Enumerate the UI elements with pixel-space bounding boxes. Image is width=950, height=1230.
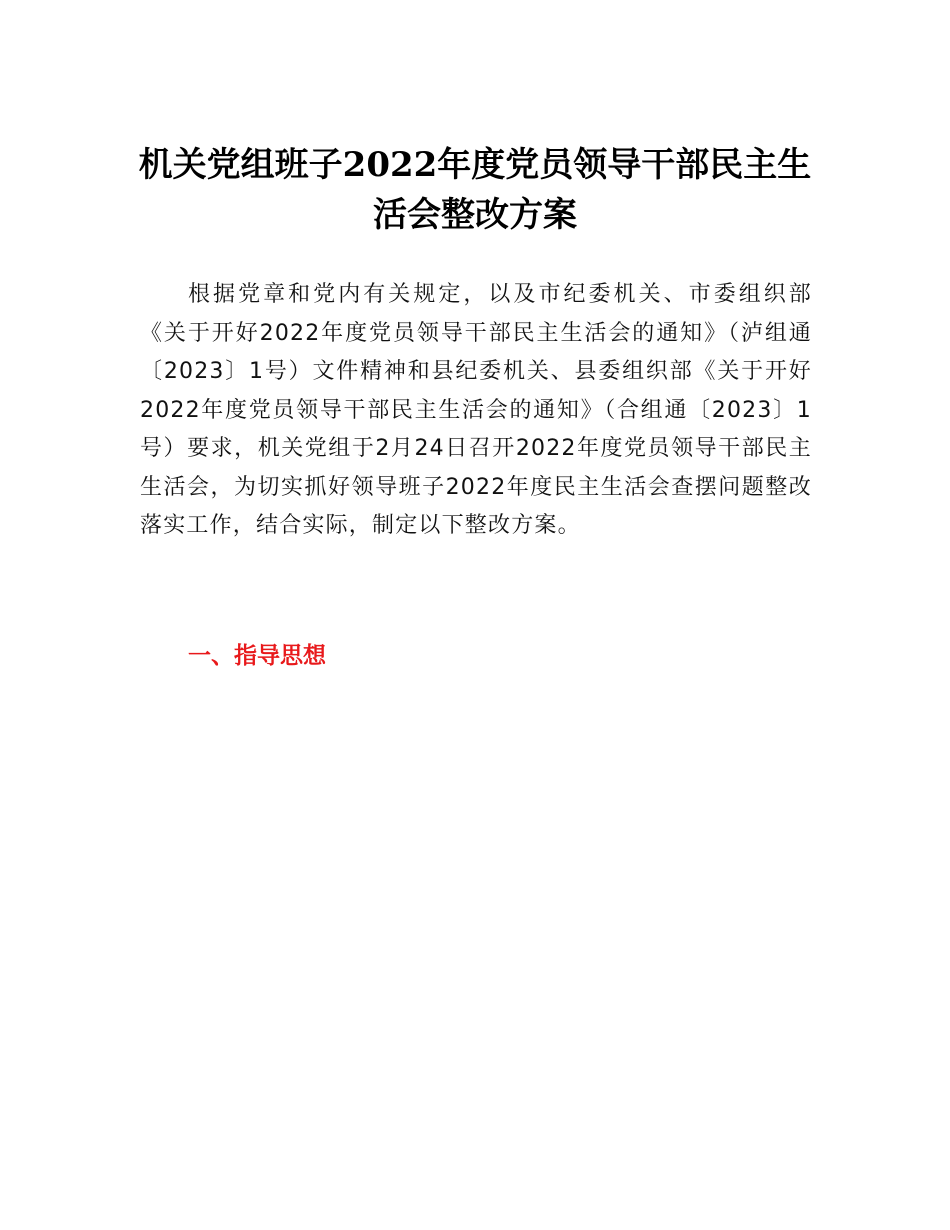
intro-paragraph: 根据党章和党内有关规定，以及市纪委机关、市委组织部《关于开好2022年度党员领导干部民主生活会的通知》（泸组通〔2023〕1号）文件精神和县纪委机关、县委组织部《关于开好2022年度党员领导干部民主生活会的通知》（合组通〔2023〕1号）要求，机关党组于2月24日召开2022年度党员领导干部民主生活会，为切实抓好领导班子2022年度民主生活会查摆问题整改落实工作，结合实际，制定以下整改方案。 bbox=[140, 282, 812, 538]
section-heading-guiding-ideology: 一、指导思想 bbox=[188, 643, 326, 669]
document-title-line-2: 活会整改方案 bbox=[373, 195, 577, 235]
document-title bbox=[120, 140, 830, 240]
document-title-line-1: 机关党组班子2022年度党员领导干部民主生 bbox=[138, 145, 812, 185]
